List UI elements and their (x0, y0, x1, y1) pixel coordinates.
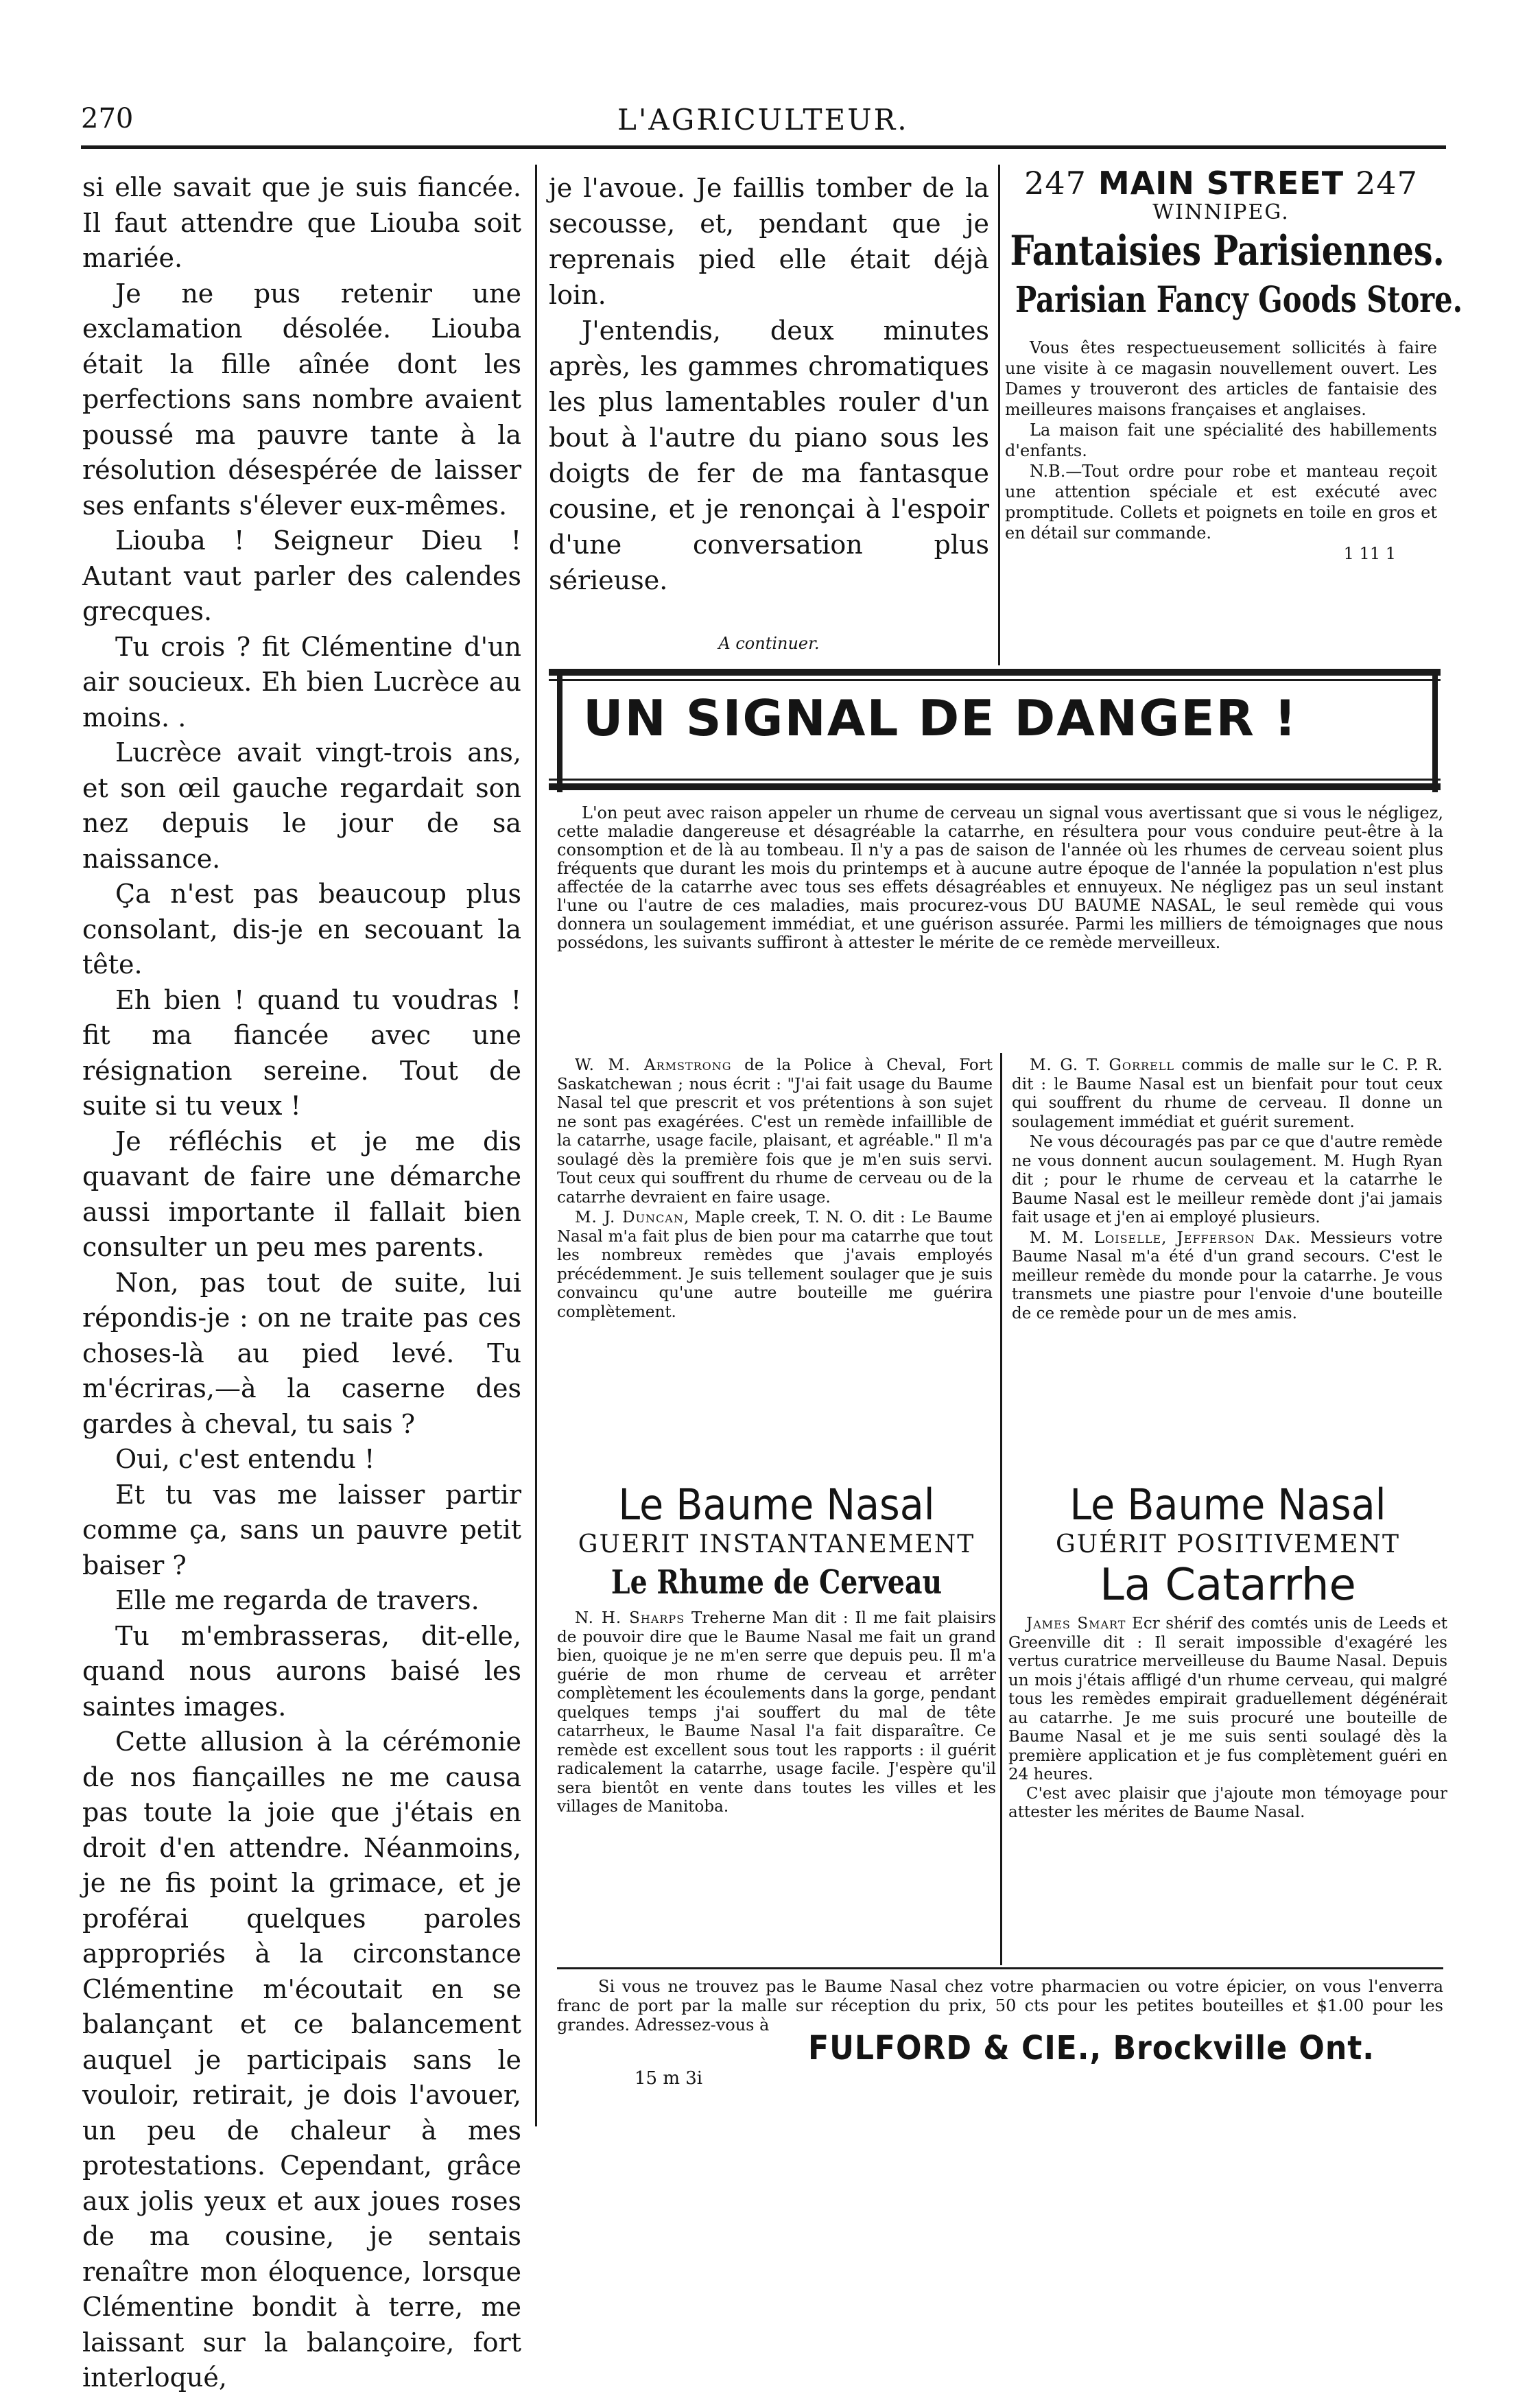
footer-rule (557, 1967, 1443, 1969)
ad-address (1005, 165, 1437, 202)
danger-box-left (557, 669, 562, 792)
testimonial (1012, 1056, 1443, 1132)
story-paragraph: Eh bien ! quand tu voudras ! fit ma fiancée avec une résignation sereine. Tout de suite si tu veux ! (82, 984, 521, 1121)
testimonial-text (557, 1609, 996, 1817)
testimonial (1012, 1133, 1443, 1228)
story-paragraph: Je réfléchis et je me dis quavant de faire une démarche aussi importante il fallait bien consulter un peu mes parents. (82, 1126, 521, 1262)
testimonial-text (1008, 1615, 1447, 1823)
story-paragraph: Tu m'embrasseras, dit-elle, quand nous aurons baisé les saintes images. (82, 1620, 521, 1722)
testimonial-name: James Smart (1026, 1615, 1126, 1633)
danger-intro-text: L'on peut avec raison appeler un rhume de cerveau un signal vous avertissant que si vous le négligez, cette maladie dangereuse et désagréable la catarrhe, en résultera pour vous conduire peut-être à la consomption et de là au tombeau. Il n'y a pas de saison de l'année où les rhumes de cerveau soient plus fréquents que durant les mois du printemps et à aucune autre époque de l'année la population n'est plus affectée de la catarrhe avec tous ses effets désagréables et ennuyeux. Ne négligez pas un seul instant l'une ou l'autre de ces maladies, mais procurez-vous DU BAUME NASAL, le seul remède qui vous donnera un soulagement immédiat, et une guérison assurée. Parmi les milliers de témoignages que nous possédons, les suivants suffiront à attester le mérite de ce remède merveilleux. (557, 803, 1443, 952)
testimonials-right (1012, 1056, 1443, 1325)
testimonial (557, 1056, 993, 1207)
testimonial-body: , Maple creek, T. N. O. dit : Le Baume Nasal m'a fait plus de bien pour ma catarrhe que tout les nombreux remèdes que j'avais employés précédemment. Je suis tellement soulager que je suis convaincu qu'une autre bouteille me guérira complètement. (557, 1209, 993, 1321)
footer-body: Si vous ne trouvez pas le Baume Nasal chez votre pharmacien ou votre épicier, on vous l'enverra franc de port par la malle sur réception du prix, 50 cts pour les petites bouteilles et $1.00 pour les grandes. Adressez-vous à (557, 1977, 1443, 2035)
testimonial-body: Treherne Man dit : Il me fait plaisirs de pouvoir dire que le Baume Nasal me fait un grand bien, quoique je ne m'en serre que depuis peu. Il m'a guérie de mon rhume de cerveau et arrêter complètement les écoulements dans la gorge, pendant quelques temps j'ai souffert du mal de tête catarrheux, le Baume Nasal l'a fait disparaître. Ce remède est excellent sous tout les rapports : il guérit radicalement la catarrhe, usage facile. J'espère qu'il sera bientôt en vente dans toutes les villes et les villages de Manitoba. (557, 1609, 996, 1816)
story-paragraph: Je ne pus retenir une exclamation désolée. Liouba était la fille aînée dont les perfections sans nombre avaient poussé ma pauvre tante à la résolution désespérée de laisser ses enfants s'élever eux-mêmes. (82, 278, 521, 521)
testimonials-left (557, 1056, 993, 1323)
story-paragraph: Ça n'est pas beaucoup plus consolant, dis-je en secouant la tête. (82, 879, 521, 980)
danger-intro (557, 804, 1443, 952)
testimonial-name: M. G. T. Gorrell (1030, 1056, 1174, 1074)
ad-code: 1 11 1 (1343, 544, 1396, 563)
disease-name: Le Rhume de Cerveau (611, 1563, 943, 1602)
danger-title: UN SIGNAL DE DANGER ! (583, 689, 1298, 747)
header-rule (81, 145, 1446, 149)
testimonial-body: de la Police à Cheval, Fort Saskatchewan ; nous écrit : "J'ai fait usage du Baume Nasal tel que prescrit et vos prétentions à son sujet ne sont pas exagérées. C'est un remède infaillible de la catarrhe, usage facile, plaisant, et agréable." Il m'a soulagé dès la première fois que je m'en suis servi. Tout ceux qui souffrent du rhume de cerveau ou de la catarrhe devraient en faire usage. (557, 1056, 993, 1207)
testimonial-body: Ecr shérif des comtés unis de Leeds et Greenville dit : Il serait impossible d'exagéré les vertus curatrice merveilleuse du Baume Nasal. Depuis un mois j'étais affligé d'un rhume cerveau, qui malgré tous les remèdes empirait graduellement dégénérait au catarrhe. Je me suis procuré une bouteille de Baume Nasal et je me suis senti soulagé dès la première application et je fus complètement guéri en 24 heures. (1008, 1615, 1447, 1783)
ad-number-right: 247 (1355, 165, 1418, 202)
column-rule-2 (998, 165, 1000, 665)
testimonial-body: Messieurs votre Baume Nasal m'a été d'un grand secours. C'est le meilleur remède du monde pour la catarrhe. Je vous transmets une piastre pour l'envoie d'une bouteille de ce remède pour un de mes amis. (1012, 1229, 1443, 1322)
brand-name: Le Baume Nasal (618, 1480, 935, 1530)
ad-title-french: Fantaisies Parisiennes. (1010, 227, 1445, 275)
testimonial (1012, 1229, 1443, 1324)
story-paragraph: je l'avoue. Je faillis tomber de la secousse, et, pendant que je reprenais pied elle était déjà loin. (549, 173, 989, 310)
publication-code: 15 m 3i (635, 2068, 703, 2089)
ad-body (1005, 337, 1437, 564)
page-number: 270 (81, 103, 134, 134)
baume-nasal-right-ad (1008, 1480, 1447, 1823)
ad-number-left: 247 (1024, 165, 1087, 202)
story-paragraph: Elle me regarda de travers. (115, 1585, 479, 1615)
danger-box-top-thin (549, 679, 1441, 681)
ad-paragraph: Vous êtes respectueusement sollicités à faire une visite à ce magasin nouvellement ouvert. Les Dames y trouveront des articles de fantaisie des meilleures maisons françaises et anglaises. (1005, 338, 1437, 419)
ad-paragraph: La maison fait une spécialité des habillements d'enfants. (1005, 420, 1437, 460)
testimonial-body: Ne vous découragés pas par ce que d'autre remède ne vous donnent aucun soulagement. M. Hugh Ryan dit ; pour le rhume de cerveau et la catarrhe le Baume Nasal est le meilleur remède dont j'ai jamais fait usage et j'en ai employé plusieurs. (1012, 1133, 1443, 1226)
story-paragraph: Non, pas tout de suite, lui répondis-je : on ne traite pas ces choses-là au pied levé. Tu m'écriras,—à la caserne des gardes à cheval, tu sais ? (82, 1267, 521, 1439)
story-column-2 (549, 170, 989, 661)
testimonial-name: W. M. Armstrong (575, 1056, 732, 1074)
testimonial-body-2: C'est avec plaisir que j'ajoute mon témoyage pour attester les mérites de Baume Nasal. (1008, 1784, 1447, 1821)
danger-box-top-rule (549, 669, 1441, 676)
column-rule-1 (535, 165, 537, 2126)
brand-name: Le Baume Nasal (1069, 1480, 1386, 1530)
testimonial-rule (1000, 1053, 1002, 1965)
story-paragraph: Et tu vas me laisser partir comme ça, sans un pauvre petit baiser ? (82, 1479, 521, 1580)
story-paragraph: si elle savait que je suis fiancée. Il faut attendre que Liouba soit mariée. (82, 172, 521, 273)
ad-paragraph: N.B.—Tout ordre pour robe et manteau reçoit une attention spéciale et est exécuté avec promptitude. Collets et poignets en toile en gros et en détail sur commande. (1005, 462, 1437, 543)
footer-text (557, 1977, 1443, 2035)
testimonial (557, 1209, 993, 1322)
brand-subtitle: GUÉRIT POSITIVEMENT (1056, 1530, 1400, 1558)
story-paragraph: Tu crois ? fit Clémentine d'un air soucieux. Eh bien Lucrèce au moins. . (82, 631, 521, 733)
testimonial-name: M. M. Loiselle, Jefferson Dak. (1030, 1229, 1301, 1247)
testimonial-name: M. J. Duncan (575, 1209, 684, 1226)
company-name: FULFORD & CIE., Brockville Ont. (808, 2029, 1375, 2067)
story-paragraph: Lucrèce avait vingt-trois ans, et son œil gauche regardait son nez depuis le jour de sa naissance. (82, 737, 521, 874)
testimonial-name: N. H. Sharps (575, 1609, 685, 1627)
story-column-1 (82, 170, 521, 2396)
ad-title-english: Parisian Fancy Goods Store. (1015, 279, 1463, 321)
story-paragraph: Cette allusion à la cérémonie de nos fiançailles ne me causa pas toute la joie que j'étais en droit d'en attendre. Néanmoins, je ne fis point la grimace, et je proférai quelques paroles appropriés à la circonstance Clémentine m'écoutait en se balançant et ce balancement auquel je participais sans le vouloir, retirait, je dois l'avouer, un peu de chaleur à mes protestations. Cependant, grâce aux jolis yeux et aux joues roses de ma cousine, je sentais renaître mon éloquence, lorsque Clémentine bondit à terre, me laissant sur la balançoire, fort interloqué, (82, 1727, 521, 2393)
story-paragraph: J'entendis, deux minutes après, les gammes chromatiques les plus lamentables rouler d'un bout à l'autre du piano sous les doigts de fer de ma fantasque cousine, et je renonçai à l'espoir d'une conversation plus sérieuse. (549, 316, 989, 595)
danger-box-bottom-thin (549, 779, 1441, 781)
ad-street: MAIN STREET (1098, 165, 1344, 202)
disease-name: La Catarrhe (1100, 1560, 1356, 1611)
danger-box-bottom-rule (549, 783, 1441, 790)
story-paragraph: Liouba ! Seigneur Dieu ! Autant vaut parler des calendes grecques. (82, 525, 521, 626)
main-street-ad (1005, 165, 1463, 564)
story-paragraph: Oui, c'est entendu ! (115, 1444, 375, 1474)
danger-box-right (1432, 669, 1438, 792)
continued-note: A continuer. (718, 634, 820, 653)
ad-city: WINNIPEG. (1152, 200, 1290, 224)
testimonial-body: commis de malle sur le C. P. R. dit : le Baume Nasal est un bienfait pour tout ceux qui souffrent du rhume de cerveau. Il donne un soulagement immédiat et guérit surement. (1012, 1056, 1443, 1131)
brand-subtitle: GUERIT INSTANTANEMENT (578, 1530, 975, 1558)
baume-nasal-left-ad (557, 1480, 996, 1817)
running-title: L'AGRICULTEUR. (617, 103, 909, 137)
